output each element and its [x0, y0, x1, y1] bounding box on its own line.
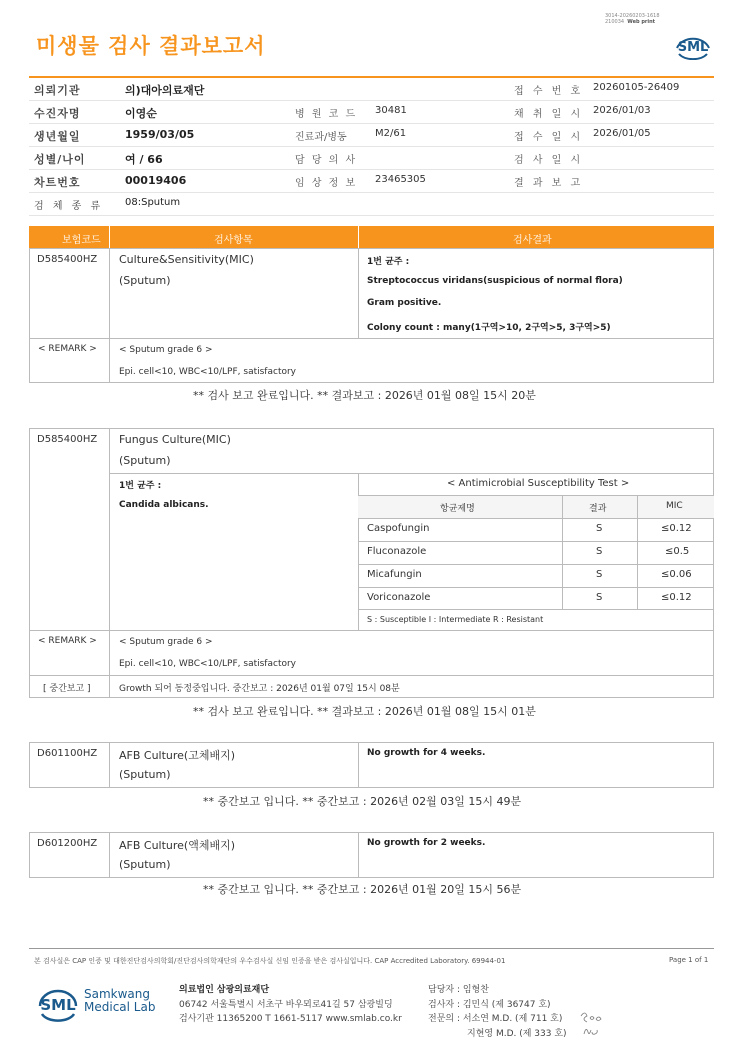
- column-divider: [109, 742, 110, 788]
- sputum-grade: < Sputum grade 6 >: [119, 345, 213, 355]
- header-divider: [109, 226, 110, 248]
- ast-table-header-bg: [358, 496, 714, 518]
- interim-label: [ 중간보고 ]: [43, 684, 91, 694]
- interim-report-message: ** 중간보고 입니다. ** 중간보고 : 2026년 02월 03일 15시 49분: [203, 795, 522, 808]
- interim-message: Growth 되어 동정중입니다. 중간보고 : 2026년 01월 07일 15시 08분: [119, 684, 400, 694]
- sml-footer-logo-icon: [36, 982, 80, 1022]
- test-name: AFB Culture(고체배지): [119, 749, 236, 762]
- ast-col-drug: 항균제명: [440, 504, 475, 514]
- row-divider: [358, 541, 714, 542]
- interim-report-message: ** 중간보고 입니다. ** 중간보고 : 2026년 01월 20일 15시 56분: [203, 883, 522, 896]
- remark-detail: Epi. cell<10, WBC<10/LPF, satisfactory: [119, 367, 297, 377]
- row-divider: [358, 609, 714, 610]
- ast-drug: Micafungin: [367, 569, 422, 580]
- column-divider: [562, 495, 563, 609]
- column-divider: [637, 495, 638, 609]
- strain-label: 1번 균주 :: [119, 481, 162, 491]
- header-row-sex-age: 성별/나이 여 / 66 담 당 의 사 검 사 일 시: [29, 147, 714, 170]
- row-divider: [358, 564, 714, 565]
- report-title: 미생물 검사 결과보고서: [36, 34, 266, 58]
- ast-mic: ≤0.06: [661, 569, 692, 580]
- ast-col-result: 결과: [589, 504, 607, 514]
- sputum-grade: < Sputum grade 6 >: [119, 637, 213, 647]
- report-complete-message: ** 검사 보고 완료입니다. ** 결과보고 : 2026년 01월 08일 15시 01분: [193, 705, 536, 718]
- ast-drug: Voriconazole: [367, 592, 431, 603]
- row-divider: [29, 338, 714, 339]
- remark-detail: Epi. cell<10, WBC<10/LPF, satisfactory: [119, 659, 297, 669]
- remark-label: < REMARK >: [38, 636, 97, 646]
- organism-name: Candida albicans.: [119, 500, 209, 510]
- column-divider: [109, 428, 110, 698]
- row-divider: [358, 495, 714, 496]
- header-row-birthdate: 생년월일 1959/03/05 진료과/병동 M2/61 접 수 일 시 2026/01/05: [29, 124, 714, 147]
- column-divider: [358, 832, 359, 878]
- accreditation-note: 본 검사실은 CAP 인증 및 대한진단검사의학회/진단검사의학재단의 우수검사실 신임 인증을 받은 검사실입니다. CAP Accredited Laboratory. 69944-01: [34, 957, 506, 965]
- sml-logo-icon: [673, 26, 713, 60]
- staff-manager: 담당자 : 임형찬: [428, 985, 489, 995]
- ast-result: S: [596, 523, 603, 534]
- section-culture-sensitivity: [29, 248, 714, 383]
- column-divider: [358, 742, 359, 788]
- org-name: 의료법인 삼광의료재단: [179, 985, 270, 995]
- ast-result: S: [596, 546, 603, 557]
- test-code: D601200HZ: [37, 838, 98, 849]
- ast-result: S: [596, 569, 603, 580]
- header-row-chart-number: 차트번호 00019406 임 상 정 보 23465305 결 과 보 고: [29, 170, 714, 193]
- column-divider: [358, 248, 359, 338]
- staff-tester: 검사자 : 김민식 (제 36747 호): [428, 1000, 551, 1010]
- org-address: 06742 서울특별시 서초구 바우뫼로41길 57 삼광빌딩: [179, 1000, 393, 1010]
- ast-mic: ≤0.12: [661, 592, 692, 603]
- test-name: AFB Culture(액체배지): [119, 839, 236, 852]
- row-divider: [358, 518, 714, 519]
- row-divider: [358, 587, 714, 588]
- report-complete-message: ** 검사 보고 완료입니다. ** 결과보고 : 2026년 01월 08일 15시 20분: [193, 389, 536, 402]
- page-number: Page 1 of 1: [669, 956, 709, 964]
- row-divider: [29, 630, 714, 631]
- header-row-institution: 의뢰기관 의)대아의료재단 접 수 번 호 20260105-26409: [29, 78, 714, 101]
- svg-text:SML: SML: [677, 40, 709, 55]
- header-row-specimen: 검 체 종 류 08:Sputum: [29, 193, 714, 216]
- ast-result: S: [596, 592, 603, 603]
- svg-text:SML: SML: [40, 996, 76, 1014]
- test-code: D585400HZ: [37, 434, 98, 445]
- afb-result: No growth for 4 weeks.: [367, 748, 486, 758]
- header-divider: [358, 226, 359, 248]
- strain-label: 1번 균주 :: [367, 257, 410, 267]
- afb-result: No growth for 2 weeks.: [367, 838, 486, 848]
- test-code: D601100HZ: [37, 748, 98, 759]
- signature-icon: [578, 1008, 608, 1040]
- column-divider: [109, 248, 110, 383]
- section-fungus-culture: [29, 428, 714, 698]
- header-row-patient-name: 수진자명 이영순 병 원 코 드 30481 채 취 일 시 2026/01/03: [29, 101, 714, 124]
- print-id: 3014-20260203-1618 210034 Web print: [605, 13, 660, 25]
- test-code: D585400HZ: [37, 254, 98, 265]
- colony-count: Colony count : many(1구역>10, 2구역>5, 3구역>5): [367, 323, 611, 333]
- specimen-label: (Sputum): [119, 768, 171, 781]
- footer-rule: [29, 948, 714, 949]
- ast-legend: S : Susceptible I : Intermediate R : Resistant: [367, 615, 544, 624]
- row-divider: [109, 473, 714, 474]
- row-divider: [29, 675, 714, 676]
- staff-specialist: 전문의 : 서소연 M.D. (제 711 호): [428, 1014, 563, 1024]
- test-name: Fungus Culture(MIC): [119, 433, 231, 446]
- ast-title: < Antimicrobial Susceptibility Test >: [447, 478, 630, 489]
- ast-col-mic: MIC: [666, 501, 683, 511]
- brand-name: Samkwang Medical Lab: [84, 987, 156, 1014]
- remark-label: < REMARK >: [38, 344, 97, 354]
- ast-mic: ≤0.5: [665, 546, 690, 557]
- ast-mic: ≤0.12: [661, 523, 692, 534]
- results-table-header: 보험코드 검사항목 검사결과: [29, 226, 714, 248]
- org-contact: 검사기관 11365200 T 1661-5117 www.smlab.co.kr: [179, 1014, 402, 1024]
- column-divider: [109, 832, 110, 878]
- staff-specialist-2: 지현영 M.D. (제 333 호): [467, 1029, 567, 1039]
- specimen-label: (Sputum): [119, 454, 171, 467]
- ast-drug: Caspofungin: [367, 523, 430, 534]
- ast-drug: Fluconazole: [367, 546, 427, 557]
- specimen-label: (Sputum): [119, 274, 171, 287]
- test-name: Culture&Sensitivity(MIC): [119, 253, 254, 266]
- organism-name: Streptococcus viridans(suspicious of normal flora): [367, 276, 623, 286]
- specimen-label: (Sputum): [119, 858, 171, 871]
- gram-stain: Gram positive.: [367, 298, 442, 308]
